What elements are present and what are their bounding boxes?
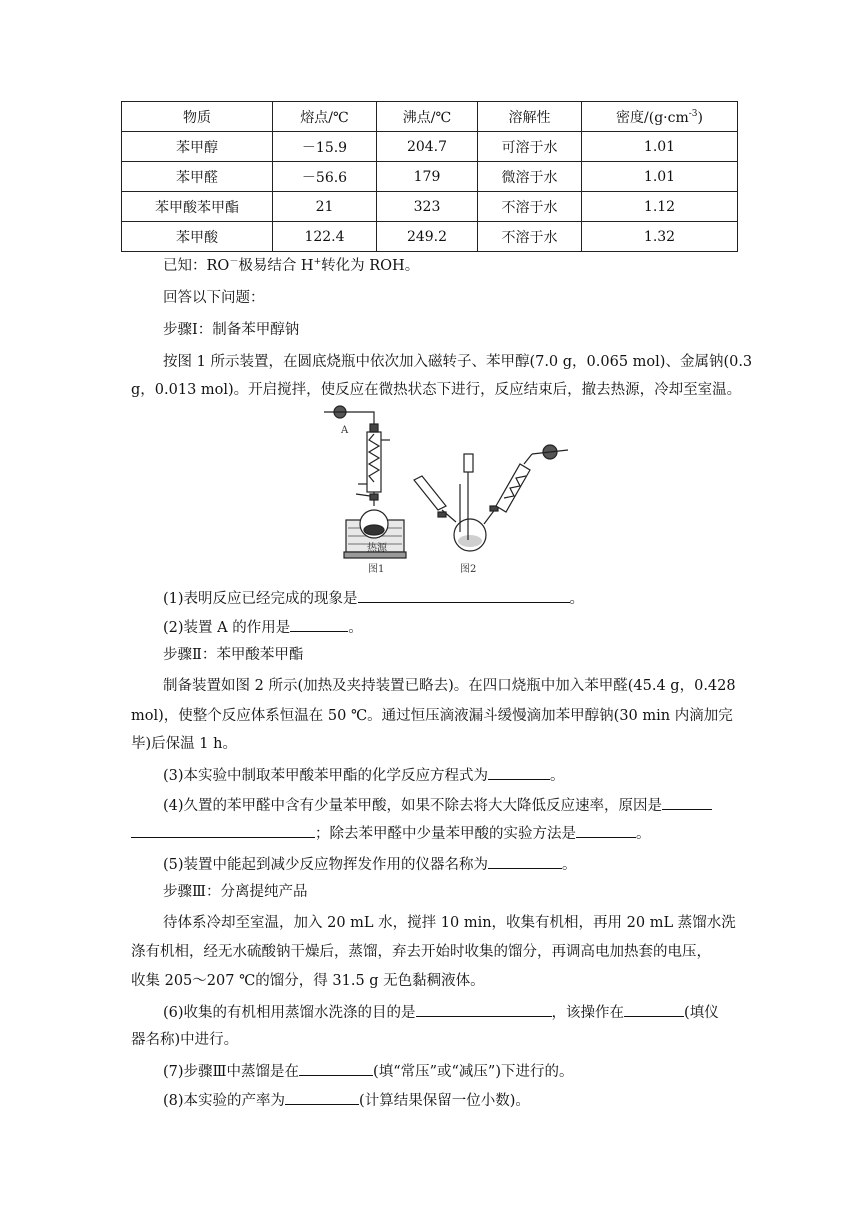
density-header-close: ) xyxy=(697,109,703,126)
step2-title: 步骤Ⅱ：苯甲酸苯甲酯 xyxy=(163,647,304,663)
answer-blank[interactable] xyxy=(131,822,315,838)
density-header-text: 密度/(g·cm xyxy=(616,109,689,126)
condenser-stopper xyxy=(370,424,378,432)
question-7 xyxy=(163,1060,574,1082)
question-5 xyxy=(163,853,577,875)
question-7-text: (7)步骤Ⅲ中蒸馏是在 xyxy=(163,1064,300,1080)
table-cell: 1.32 xyxy=(582,222,738,252)
answer-blank[interactable] xyxy=(358,587,570,603)
question-6-tail: (填仪 xyxy=(684,1005,719,1021)
label-a: A xyxy=(341,425,349,436)
table-row xyxy=(122,132,738,162)
step3-paragraph-line2: 涤有机相，经无水硫酸钠干燥后，蒸馏，弃去开始时收集的馏分，再调高电加热套的电压， xyxy=(131,944,711,960)
question-5-text: (5)装置中能起到减少反应物挥发作用的仪器名称为 xyxy=(163,857,489,873)
question-6-line2: 器名称)中进行。 xyxy=(131,1032,239,1048)
table-cell: 1.01 xyxy=(582,162,738,192)
table-row xyxy=(122,162,738,192)
pressure-equalizing-dropping-funnel xyxy=(414,476,446,510)
answer-blank[interactable] xyxy=(488,764,550,780)
known-text-a: 已知：RO xyxy=(163,258,230,274)
table-cell: 不溶于水 xyxy=(478,192,582,222)
table-cell: －56.6 xyxy=(273,162,377,192)
heater-label: 热源 xyxy=(367,543,387,554)
question-1 xyxy=(163,587,584,609)
question-2-text: (2)装置 A 的作用是 xyxy=(163,620,291,636)
known-text-b: 极易结合 H xyxy=(238,258,314,274)
table-cell: 苯甲醇 xyxy=(122,132,273,162)
table-cell: －15.9 xyxy=(273,132,377,162)
table-header xyxy=(582,102,738,132)
table-cell: 可溶于水 xyxy=(478,132,582,162)
known-sup-minus: － xyxy=(229,257,239,267)
properties-table xyxy=(121,101,738,252)
table-row xyxy=(122,222,738,252)
step3-title: 步骤Ⅲ：分离提纯产品 xyxy=(163,884,308,900)
table-cell: 苯甲酸苯甲酯 xyxy=(122,192,273,222)
answer-blank[interactable] xyxy=(290,616,348,632)
answer-blank[interactable] xyxy=(488,853,562,869)
figure2-caption: 图2 xyxy=(460,564,477,575)
density-header-exponent: -3 xyxy=(688,108,698,119)
answer-blank[interactable] xyxy=(624,1001,684,1017)
step1-title: 步骤Ⅰ：制备苯甲醇钠 xyxy=(163,322,300,338)
figure1-caption: 图1 xyxy=(368,564,385,575)
question-4-mid: ；除去苯甲醛中少量苯甲酸的实验方法是 xyxy=(315,826,576,842)
question-7-end: (填“常压”或“减压”)下进行的。 xyxy=(373,1064,574,1080)
answer-blank[interactable] xyxy=(299,1060,373,1076)
question-4-line2 xyxy=(131,822,651,844)
table-cell: 179 xyxy=(377,162,478,192)
flask-liquid xyxy=(364,525,384,535)
table-cell: 122.4 xyxy=(273,222,377,252)
question-4-line1 xyxy=(163,794,712,816)
table-cell: 苯甲醛 xyxy=(122,162,273,192)
table-cell: 1.01 xyxy=(582,132,738,162)
table-cell: 204.7 xyxy=(377,132,478,162)
step1-paragraph-line1: 按图 1 所示装置，在圆底烧瓶中依次加入磁转子、苯甲醇(7.0 g，0.065 mol)、金属钠(0.3 xyxy=(163,354,753,370)
answer-blank[interactable] xyxy=(416,1001,552,1017)
question-1-end: 。 xyxy=(569,591,585,607)
question-4-text: (4)久置的苯甲醛中含有少量苯甲酸，如果不除去将大大降低反应速率，原因是 xyxy=(163,798,663,814)
condenser-coil xyxy=(369,434,379,482)
flask-contents xyxy=(458,535,482,547)
question-6-text: (6)收集的有机相用蒸馏水洗涤的目的是 xyxy=(163,1005,416,1021)
table-cell: 不溶于水 xyxy=(478,222,582,252)
step3-paragraph-line3: 收集 205～207 ℃的馏分，得 31.5 g 无色黏稠液体。 xyxy=(131,973,485,989)
table-cell: 微溶于水 xyxy=(478,162,582,192)
flask-joint xyxy=(370,494,378,500)
step2-paragraph-line3: 毕)后保温 1 h。 xyxy=(131,736,237,752)
table-header: 熔点/℃ xyxy=(273,102,377,132)
question-8-text: (8)本实验的产率为 xyxy=(163,1093,286,1109)
table-row xyxy=(122,192,738,222)
known-sup-plus: + xyxy=(313,257,322,267)
table-cell: 1.12 xyxy=(582,192,738,222)
question-5-end: 。 xyxy=(562,857,577,873)
question-1-text: (1)表明反应已经完成的现象是 xyxy=(163,591,358,607)
table-cell: 苯甲酸 xyxy=(122,222,273,252)
intro-line: 回答以下问题： xyxy=(163,290,265,306)
reflux-condenser xyxy=(367,432,381,492)
question-2 xyxy=(163,616,363,638)
side-condenser-top xyxy=(524,454,532,464)
stirrer-motor xyxy=(464,454,473,472)
step1-paragraph-line2: g，0.013 mol)。开启搅拌，使反应在微热状态下进行，反应结束后，撤去热源，冷却至室温。 xyxy=(131,382,742,398)
question-3-end: 。 xyxy=(550,768,565,784)
known-note xyxy=(163,256,419,276)
question-6-mid: ，该操作在 xyxy=(551,1005,625,1021)
table-header: 物质 xyxy=(122,102,273,132)
question-8 xyxy=(163,1089,530,1111)
step2-paragraph-line1: 制备装置如图 2 所示(加热及夹持装置已略去)。在四口烧瓶中加入苯甲醛(45.4 g，0.428 xyxy=(163,678,736,694)
question-8-end: (计算结果保留一位小数)。 xyxy=(359,1093,530,1109)
table-cell: 21 xyxy=(273,192,377,222)
table-header-row xyxy=(122,102,738,132)
question-2-end: 。 xyxy=(348,620,363,636)
table-cell: 323 xyxy=(377,192,478,222)
question-6-line1 xyxy=(163,1001,719,1023)
table-header: 沸点/℃ xyxy=(377,102,478,132)
known-text-c: 转化为 ROH。 xyxy=(321,258,420,274)
answer-blank[interactable] xyxy=(285,1089,359,1105)
step3-paragraph-line1: 待体系冷却至室温，加入 20 mL 水，搅拌 10 min，收集有机相，再用 20 mL 蒸馏水洗 xyxy=(163,915,736,931)
step2-paragraph-line2: mol)，使整个反应体系恒温在 50 ℃。通过恒压滴液漏斗缓慢滴加苯甲醇钠(30 min 内滴加完 xyxy=(131,708,733,724)
answer-blank[interactable] xyxy=(662,794,712,810)
apparatus-figure xyxy=(318,400,588,576)
drying-tube-connector xyxy=(358,412,374,424)
funnel-joint xyxy=(438,512,446,517)
question-3-text: (3)本实验中制取苯甲酸苯甲酯的化学反应方程式为 xyxy=(163,768,489,784)
table-header: 溶解性 xyxy=(478,102,582,132)
clamp-arm xyxy=(356,494,370,496)
question-3 xyxy=(163,764,565,786)
question-4-end: 。 xyxy=(636,826,651,842)
answer-blank[interactable] xyxy=(576,822,636,838)
table-cell: 249.2 xyxy=(377,222,478,252)
